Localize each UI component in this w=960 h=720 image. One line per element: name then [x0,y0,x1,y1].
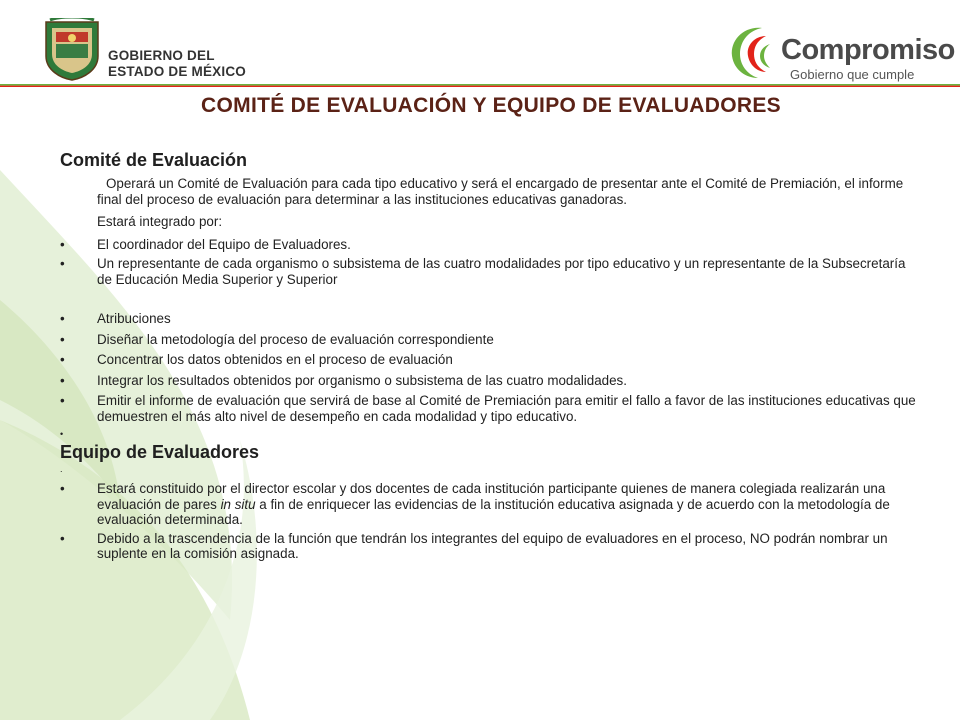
bullet: • [60,393,65,408]
list-item [60,352,922,368]
bullet: • [60,372,65,388]
member-text: El coordinador del Equipo de Evaluadores. [97,236,351,252]
bullet: • [60,429,64,439]
list-item [60,393,922,424]
attribution-text: Integrar los resultados obtenidos por organismo o subsistema de las cuatro modalidades. [97,372,627,388]
equipo-item-1-italic: in situ [220,496,256,512]
list-item [60,311,922,327]
section-intro: Operará un Comité de Evaluación para cada tipo educativo y será el encargado de presentar ante el Comité de Premiación, el informe final del proceso de evaluación para determinar a las instituciones educativas ganadoras. [97,176,904,207]
section-heading-equipo: Equipo de Evaluadores [60,442,260,462]
list-item [60,531,922,562]
list-item [60,373,922,389]
attribution-text: Emitir el informe de evaluación que servirá de base al Comité de Premiación para emitir el fallo a favor de las instituciones educativas que demuestren el más alto nivel de desempeño en cada modalidad y tipo educativo. [97,393,916,424]
list-item-empty [60,427,922,441]
gov-line-2: ESTADO DE MÉXICO [108,64,246,79]
section-heading-comite: Comité de Evaluación [60,150,248,170]
equipo-item-1-part-b: a fin de enriquecer las evidencias de la institución educativa asignada y de acuerdo con la metodología de evaluación determinada. [97,496,890,527]
attribution-text: Diseñar la metodología del proceso de evaluación correspondiente [97,331,494,347]
bullet: • [60,236,65,252]
bullet: • [60,352,65,367]
bullet: • [60,331,65,347]
page-title: COMITÉ DE EVALUACIÓN Y EQUIPO DE EVALUADORES [201,94,781,117]
slide-content [60,91,922,562]
attribution-text: Atribuciones [97,311,171,326]
brand-subtitle: Gobierno que cumple [790,67,915,82]
government-name [108,48,246,80]
list-item [60,481,922,528]
equipo-item-1-part-a: Estará constituido por el director escolar y dos docentes de cada institución participante quienes de manera colegiada realizarán una evaluación de pares [97,481,886,512]
bullet: • [60,481,65,496]
bullet: • [60,256,65,271]
bullet: • [60,530,65,546]
member-text: Un representante de cada organismo o subsistema de las cuatro modalidades por tipo educativo y un representante de la Subsecretaría de Educación Media Superior y Superior [97,256,906,287]
header-divider [0,84,960,87]
brand-title: Compromiso [781,34,955,66]
gov-line-1: GOBIERNO DEL [108,48,215,63]
equipo-item-2: Debido a la trascendencia de la función que tendrán los integrantes del equipo de evaluadores en el proceso, NO podrán nombrar un suplente en la comisión asignada. [97,530,888,561]
bullet: • [60,311,65,326]
small-dot-mark: . [60,464,63,474]
attribution-text: Concentrar los datos obtenidos en el proceso de evaluación [97,352,453,367]
equipo-item-1 [97,481,922,528]
list-item [60,237,922,253]
list-item [60,332,922,348]
list-item [60,256,922,287]
integrated-label: Estará integrado por: [97,214,223,229]
